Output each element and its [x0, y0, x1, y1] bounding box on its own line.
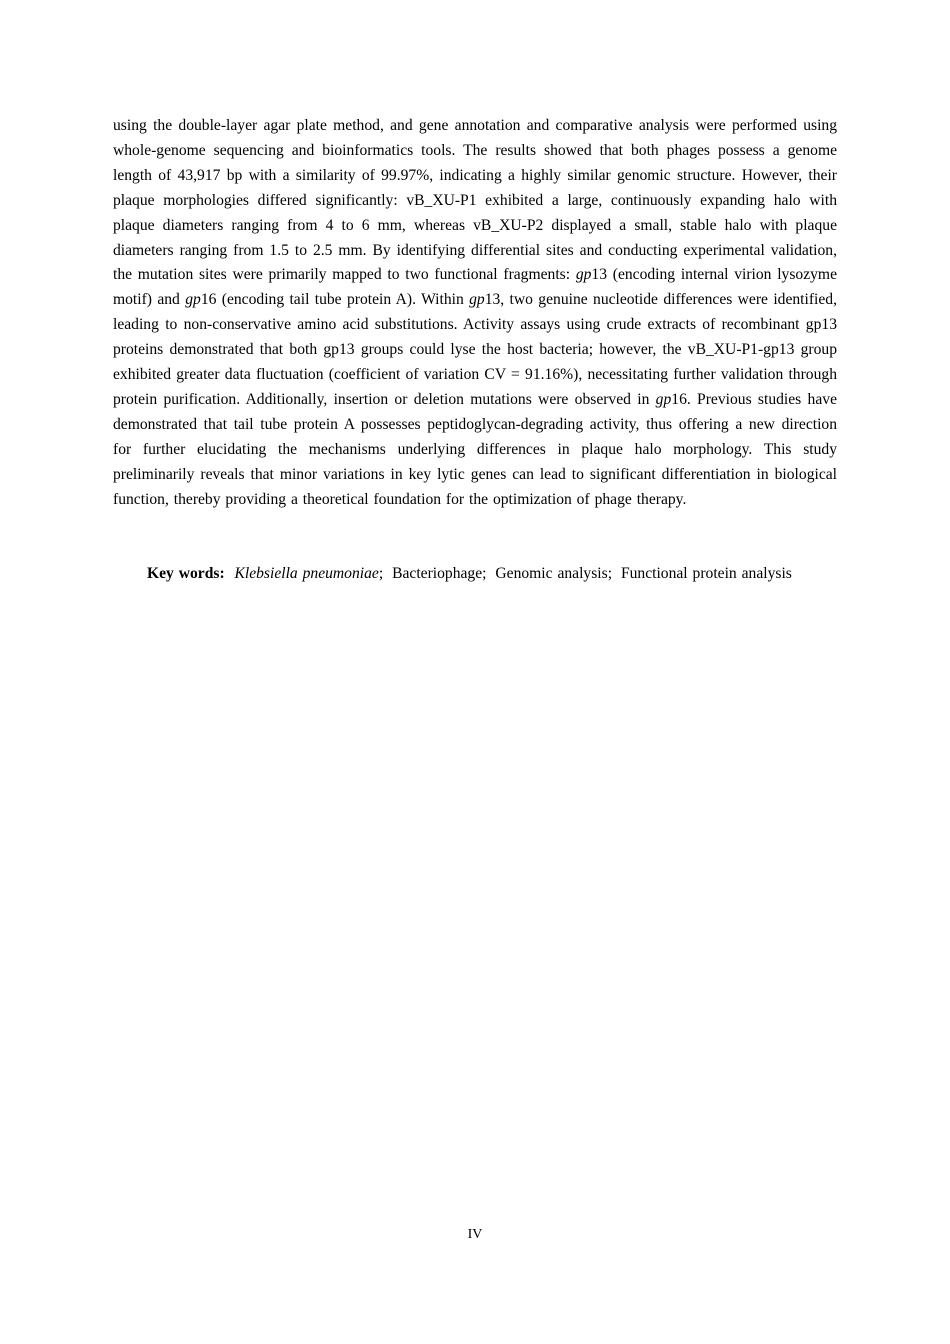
abstract-text: using the double-layer agar plate method, and gene annotation and comparative analysis were performed using whole-genome sequencing and bioinformatics tools. The results showed that both phages possess a genome length of 43,917 bp with a similarity of 99.97%, indicating a highly similar genomic structure. However, their plaque morphologies differed significantly: vB_XU-P1 exhibited a large, continuously expanding halo with plaque diameters ranging from 4 to 6 mm, whereas vB_XU-P2 displayed a small, stable halo with plaque diameters ranging from 1.5 to 2.5 mm. By identifying differential sites and conducting experimental validation, the mutation sites were primarily mapped to two functional fragments: — [113, 117, 837, 284]
keyword-separator: ; — [378, 565, 384, 582]
page-number: IV — [467, 1227, 483, 1242]
keyword-item: Klebsiella pneumoniae — [234, 565, 379, 582]
gene-name: gp — [575, 266, 592, 284]
gene-name: gp — [655, 390, 672, 408]
gene-name: gp — [185, 291, 201, 309]
abstract-text: 13 (encoding internal virion lysozyme motif) and — [113, 266, 837, 309]
abstract-text: 13, two genuine nucleotide differences were identified, leading to non-conservative amino acid substitutions. Activity assays using crude extracts of recombinant gp13 proteins demonstrated that both gp13 groups could lyse the host bacteria; however, the vB_XU-P1-gp13 group exhibited greater data fluctuation (coefficient of variation CV = 91.16%), necessitating further validation through protein purification. Additionally, insertion or deletion mutations were observed in — [113, 291, 837, 408]
keyword-item: Genomic analysis — [495, 565, 608, 582]
gene-name: gp — [469, 291, 485, 309]
keywords-label: Key words: — [147, 565, 225, 582]
abstract-text: 16 (encoding tail tube protein A). Within — [200, 291, 470, 309]
keyword-item: Functional protein analysis — [620, 565, 792, 582]
keyword-item: Bacteriophage — [392, 565, 483, 582]
abstract-paragraph — [113, 114, 837, 513]
keyword-separator: ; — [607, 565, 613, 582]
keyword-separator: ; — [482, 565, 487, 582]
abstract-text: 16. Previous studies have demonstrated that tail tube protein A possesses peptidoglycan-degrading activity, thus offering a new direction for further elucidating the mechanisms underlying differences in plaque halo morphology. This study preliminarily reveals that minor variations in key lytic genes can lead to significant differentiation in biological function, thereby providing a theoretical foundation for the optimization of phage therapy. — [113, 390, 837, 508]
keywords-line — [113, 562, 837, 587]
